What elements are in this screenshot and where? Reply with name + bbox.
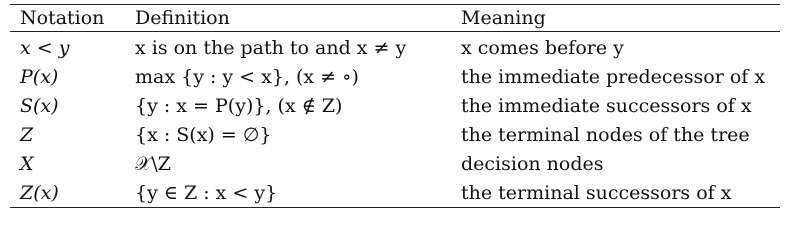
notation-cell: Z bbox=[20, 124, 34, 146]
meaning-cell: the terminal successors of x bbox=[461, 182, 732, 204]
table-row bbox=[0, 35, 790, 61]
meaning-cell: the immediate predecessor of x bbox=[461, 66, 766, 88]
definition-cell: {x : S(x) = ∅} bbox=[135, 124, 272, 146]
meaning-cell: the terminal nodes of the tree bbox=[461, 124, 750, 146]
notation-cell: x < y bbox=[20, 37, 70, 59]
notation-cell: X bbox=[20, 153, 34, 175]
notation-cell: S(x) bbox=[20, 95, 59, 117]
definition-cell: {y ∈ Z : x < y} bbox=[135, 182, 278, 204]
header-meaning: Meaning bbox=[461, 7, 546, 29]
notation-cell: Z(x) bbox=[20, 182, 59, 204]
table-row bbox=[0, 151, 790, 177]
definition-cell: {y : x = P(y)}, (x ∉ Z) bbox=[135, 95, 343, 117]
table-row bbox=[0, 64, 790, 90]
bottom-rule bbox=[10, 207, 780, 208]
table-row bbox=[0, 180, 790, 206]
meaning-cell: decision nodes bbox=[461, 153, 604, 175]
header-definition: Definition bbox=[135, 7, 230, 29]
header-row bbox=[0, 5, 790, 31]
header-rule bbox=[10, 31, 780, 32]
header-notation: Notation bbox=[20, 7, 105, 29]
meaning-cell: x comes before y bbox=[461, 37, 624, 59]
definition-cell: 𝒳\Z bbox=[135, 153, 171, 175]
definition-cell: max {y : y < x}, (x ≠ ∘) bbox=[135, 66, 359, 88]
definition-cell: x is on the path to and x ≠ y bbox=[135, 37, 407, 59]
table-row bbox=[0, 93, 790, 119]
table-row bbox=[0, 122, 790, 148]
meaning-cell: the immediate successors of x bbox=[461, 95, 752, 117]
notation-cell: P(x) bbox=[20, 66, 59, 88]
